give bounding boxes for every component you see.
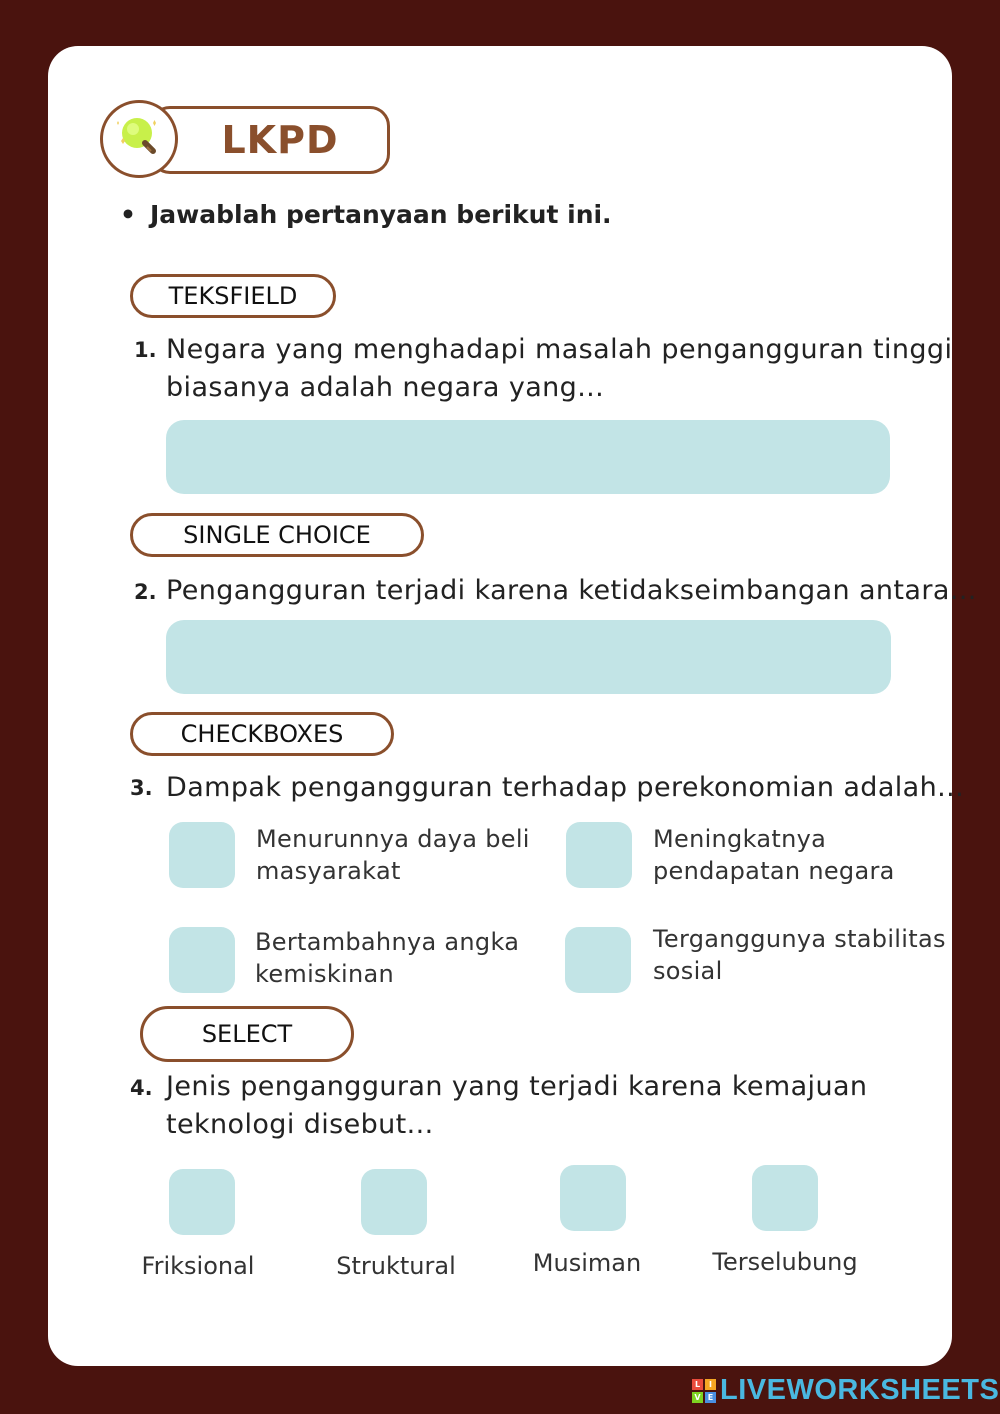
logo-letter: V [692,1392,703,1403]
logo-letter: E [705,1392,716,1403]
logo-mark [692,1379,716,1403]
question-3-text: Dampak pengangguran terhadap perekonomian adalah... [166,772,965,803]
title-badge [150,106,390,174]
checkbox-option-3[interactable] [169,927,235,993]
section-label-teksfield [130,274,336,318]
answer-field-2[interactable] [166,620,891,694]
select-option-2-box[interactable] [361,1169,427,1235]
option-line: kemiskinan [255,960,395,988]
question-4-line-2: teknologi disebut... [166,1109,434,1140]
option-line: Terganggunya stabilitas [653,925,946,953]
select-option-2-label: Struktural [336,1252,456,1280]
section-label-select [140,1006,354,1062]
checkbox-option-1-label [256,823,530,887]
question-1-line-1: Negara yang menghadapi masalah pengangguran tinggi [166,334,953,365]
instruction-text: Jawablah pertanyaan berikut ini. [149,200,612,229]
checkbox-option-2[interactable] [566,822,632,888]
option-line: Meningkatnya [653,825,827,853]
question-4-text [166,1068,867,1144]
question-1-text [166,331,952,407]
checkbox-option-2-label [653,823,895,887]
checkbox-option-4[interactable] [565,927,631,993]
question-1-line-2: biasanya adalah negara yang... [166,372,605,403]
section-label-text: TEKSFIELD [168,282,298,310]
checkbox-option-3-label [255,926,519,990]
instruction [120,200,612,229]
question-number-3: 3. [130,776,153,800]
option-line: pendapatan negara [653,857,895,885]
question-number-2: 2. [134,580,157,604]
checkbox-option-1[interactable] [169,822,235,888]
section-label-text: CHECKBOXES [180,720,344,748]
lightbulb-icon [100,100,178,178]
select-option-3-label: Musiman [532,1249,642,1277]
logo-letter: I [705,1379,716,1390]
worksheet-page [48,46,952,1366]
option-line: sosial [653,957,723,985]
question-number-4: 4. [130,1076,153,1100]
option-line: Menurunnya daya beli [256,825,530,853]
section-label-single-choice [130,513,424,557]
option-line: masyarakat [256,857,401,885]
section-label-checkboxes [130,712,394,756]
select-option-4-box[interactable] [752,1165,818,1231]
question-number-1: 1. [134,338,157,362]
liveworksheets-logo[interactable] [692,1374,999,1407]
answer-field-1[interactable] [166,420,890,494]
question-4-line-1: Jenis pengangguran yang terjadi karena kemajuan [166,1071,868,1102]
page-title: LKPD [221,118,339,162]
brand-name: LIVEWORKSHEETS [720,1374,1000,1406]
bullet: • [120,200,136,229]
logo-letter: L [692,1379,703,1390]
section-label-text: SINGLE CHOICE [183,521,371,549]
select-option-1-box[interactable] [169,1169,235,1235]
select-option-1-label: Friksional [141,1252,255,1280]
select-option-3-box[interactable] [560,1165,626,1231]
section-label-text: SELECT [201,1020,293,1048]
option-line: Bertambahnya angka [255,928,520,956]
select-option-4-label: Terselubung [712,1248,858,1276]
question-2-text: Pengangguran terjadi karena ketidakseimbangan antara... [166,575,977,606]
checkbox-option-4-label [653,923,946,987]
